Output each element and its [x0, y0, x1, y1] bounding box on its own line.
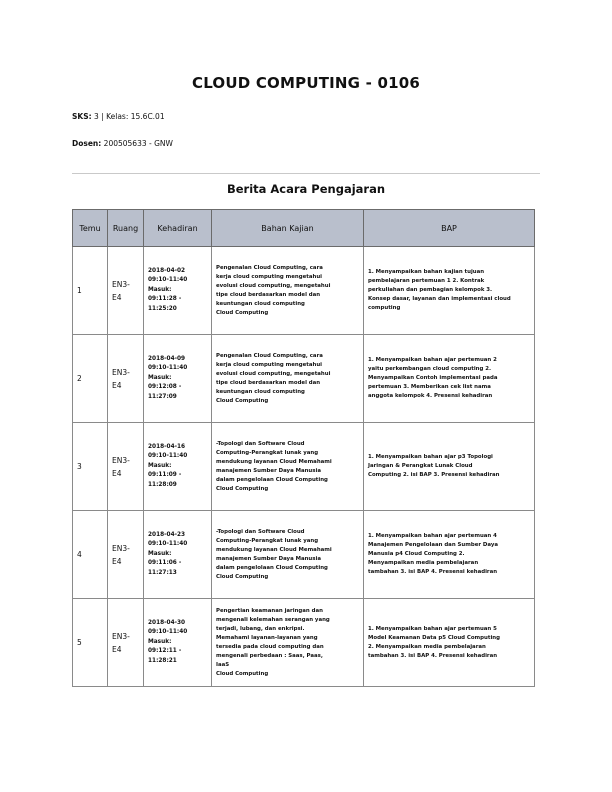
- table-header-row: [73, 210, 535, 247]
- cell-ruang: [108, 335, 144, 423]
- kehadiran-value: 2018-04-30 09:10-11:40 Masuk: 09:12:11 - 11:28:21: [148, 619, 188, 664]
- header-kehadiran: Kehadiran: [144, 210, 212, 247]
- bahan-kajian-value: Pengertian keamanan jaringan dan mengenali kelemahan serangan yang terjadi, lubang, dan enkripsi. Memahami layanan-layanan yang tersedia pada cloud computing dan mengenali perbedaan : Saas, Paas, IaaS Cloud Computing: [216, 607, 330, 677]
- ruang-value: EN3- E4: [112, 455, 130, 478]
- cell-bap: [364, 247, 535, 335]
- cell-kehadiran: [144, 335, 212, 423]
- kehadiran-value: 2018-04-09 09:10-11:40 Masuk: 09:12:08 - 11:27:09: [148, 355, 188, 400]
- cell-temu: [73, 511, 108, 599]
- cell-bahan-kajian: [212, 599, 364, 687]
- bap-value: 1. Menyampaikan bahan ajar pertemuan 4 Manajemen Pengelolaan dan Sumber Daya Manusia p4 Cloud Computing 2. Menyampaikan media pembelajaran tambahan 3. isi BAP 4. Presensi kehadiran: [368, 533, 499, 575]
- cell-ruang: [108, 599, 144, 687]
- bap-value: 1. Menyampaikan bahan kajian tujuan pembelajaran pertemuan 1 2. Kontrak perkuliahan dan pembagian kelompok 3. Konsep dasar, layanan dan implementasi cloud computing: [368, 269, 511, 311]
- cell-ruang: [108, 511, 144, 599]
- bap-table: [72, 209, 535, 687]
- temu-value: 3: [77, 462, 82, 471]
- sks-value: 3 | Kelas: 15.6C.01: [94, 112, 165, 121]
- bahan-kajian-value: Pengenalan Cloud Computing, cara kerja cloud computing mengetahui evolusi cloud computing, mengetahui tipe cloud berdasarkan model dan keuntungan cloud computing Cloud Computing: [216, 264, 331, 316]
- cell-bap: [364, 511, 535, 599]
- divider: [72, 173, 540, 174]
- header-bap: BAP: [364, 210, 535, 247]
- bap-value: 1. Menyampaikan bahan ajar p3 Topologi Jaringan & Perangkat Lunak Cloud Computing 2. isi BAP 3. Presensi kehadiran: [368, 454, 500, 478]
- cell-temu: [73, 423, 108, 511]
- temu-value: 1: [77, 286, 82, 295]
- temu-value: 4: [77, 550, 82, 559]
- kehadiran-value: 2018-04-02 09:10-11:40 Masuk: 09:11:28 - 11:25:20: [148, 267, 188, 312]
- course-meta-sks: [72, 112, 165, 121]
- cell-temu: [73, 599, 108, 687]
- bahan-kajian-value: Pengenalan Cloud Computing, cara kerja cloud computing mengetahui evolusi cloud computing, mengetahui tipe cloud berdasarkan model dan keuntungan cloud computing Cloud Computing: [216, 352, 331, 404]
- header-bahan-kajian: Bahan Kajian: [212, 210, 364, 247]
- temu-value: 2: [77, 374, 82, 383]
- cell-ruang: [108, 247, 144, 335]
- cell-ruang: [108, 423, 144, 511]
- cell-bahan-kajian: [212, 511, 364, 599]
- cell-bahan-kajian: [212, 335, 364, 423]
- section-title: Berita Acara Pengajaran: [226, 182, 386, 196]
- table-row: [73, 511, 535, 599]
- course-meta-dosen: [72, 139, 173, 148]
- kehadiran-value: 2018-04-16 09:10-11:40 Masuk: 09:11:09 - 11:28:09: [148, 443, 188, 488]
- ruang-value: EN3- E4: [112, 631, 130, 654]
- table-row: [73, 599, 535, 687]
- bap-value: 1. Menyampaikan bahan ajar pertemuan 5 Model Keamanan Data p5 Cloud Computing 2. Menyampaikan media pembelajaran tambahan 3. isi BAP 4. Presensi kehadiran: [368, 625, 500, 659]
- temu-value: 5: [77, 638, 82, 647]
- ruang-value: EN3- E4: [112, 279, 130, 302]
- cell-bap: [364, 335, 535, 423]
- table-row: [73, 423, 535, 511]
- cell-kehadiran: [144, 599, 212, 687]
- cell-kehadiran: [144, 423, 212, 511]
- cell-bahan-kajian: [212, 423, 364, 511]
- cell-bahan-kajian: [212, 247, 364, 335]
- header-ruang: Ruang: [108, 210, 144, 247]
- cell-bap: [364, 599, 535, 687]
- ruang-value: EN3- E4: [112, 543, 130, 566]
- table-row: [73, 247, 535, 335]
- header-temu: Temu: [73, 210, 108, 247]
- cell-kehadiran: [144, 511, 212, 599]
- sks-label: SKS:: [72, 112, 92, 121]
- bahan-kajian-value: -Topologi dan Software Cloud Computing-Perangkat lunak yang mendukung layanan Cloud Memahami manajemen Sumber Daya Manusia dalam pengelolaan Cloud Computing Cloud Computing: [216, 528, 332, 580]
- ruang-value: EN3- E4: [112, 367, 130, 390]
- cell-temu: [73, 335, 108, 423]
- cell-bap: [364, 423, 535, 511]
- dosen-label: Dosen:: [72, 139, 102, 148]
- course-title: CLOUD COMPUTING - 0106: [192, 74, 420, 92]
- table-row: [73, 335, 535, 423]
- cell-kehadiran: [144, 247, 212, 335]
- cell-temu: [73, 247, 108, 335]
- kehadiran-value: 2018-04-23 09:10-11:40 Masuk: 09:11:06 - 11:27:13: [148, 531, 188, 576]
- bap-value: 1. Menyampaikan bahan ajar pertemuan 2 yaitu perkembangan cloud computing 2. Menyampaikan Contoh implementasi pada pertemuan 3. Memberikan cek list nama anggota kelompok 4. Presensi kehadiran: [368, 357, 498, 399]
- bahan-kajian-value: -Topologi dan Software Cloud Computing-Perangkat lunak yang mendukung layanan Cloud Memahami manajemen Sumber Daya Manusia dalam pengelolaan Cloud Computing Cloud Computing: [216, 440, 332, 492]
- dosen-value: 200505633 - GNW: [103, 139, 173, 148]
